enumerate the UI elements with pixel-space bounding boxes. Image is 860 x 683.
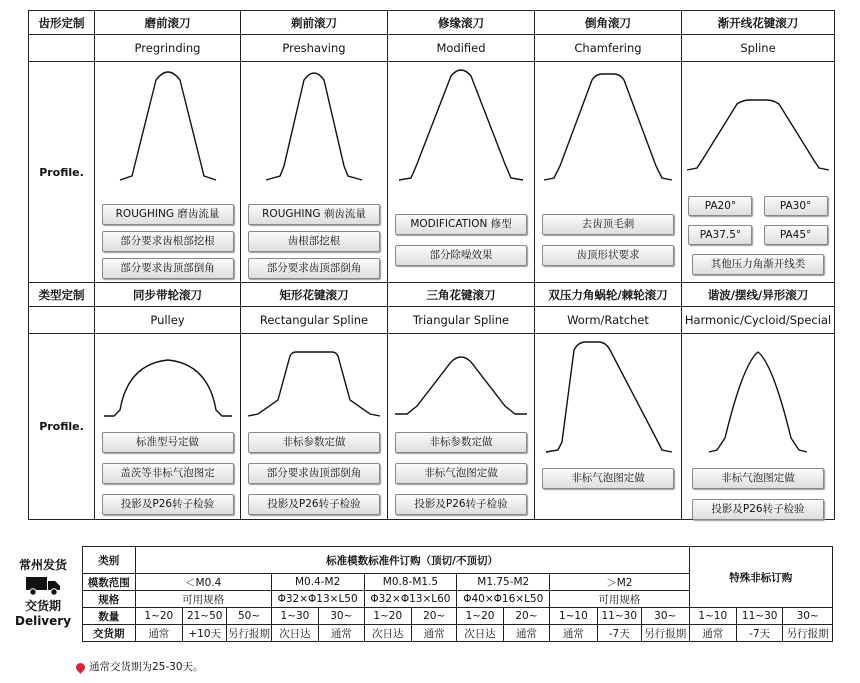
feature-button[interactable]: ROUGHING 剃齿流量 (248, 204, 380, 225)
feature-button[interactable]: 非标气泡图定做 (542, 468, 674, 489)
qty-cell: 30~ (319, 608, 364, 625)
feature-button[interactable]: 非标气泡图定做 (692, 468, 824, 489)
col-subtitle: Pulley (95, 307, 241, 334)
tooth-profile-diagram (683, 334, 833, 462)
feature-button[interactable]: 去齿顶毛刺 (542, 214, 674, 235)
spec-cell: 可用规格 (550, 591, 689, 608)
time-cell: 次日达 (364, 625, 411, 642)
col-title: 同步带轮滚刀 (95, 283, 241, 307)
qty-cell: 1~10 (550, 608, 597, 625)
time-cell: 通常 (319, 625, 364, 642)
profile-cell (95, 62, 241, 283)
col-title: 剃前滚刀 (241, 11, 388, 35)
time-cell: 次日达 (457, 625, 503, 642)
feature-button[interactable]: ROUGHING 磨齿流量 (102, 204, 234, 225)
note-text: 通常交货期为25-30天。 (89, 661, 204, 673)
feature-button[interactable]: 齿顶形状要求 (542, 245, 674, 266)
col-subtitle: Worm/Ratchet (535, 307, 682, 334)
col-subtitle: Rectangular Spline (241, 307, 388, 334)
tooth-profile-diagram (391, 334, 531, 426)
time-cell: 另行报期 (783, 625, 833, 642)
col-title: 磨前滚刀 (95, 11, 241, 35)
feature-button[interactable]: 非标参数定做 (395, 432, 527, 453)
time-cell: 另行报期 (227, 625, 271, 642)
col-subtitle: Modified (388, 35, 535, 62)
qty-cell: 11~30 (597, 608, 641, 625)
qty-cell: 50~ (227, 608, 271, 625)
qty-cell: 1~20 (135, 608, 182, 625)
feature-button[interactable]: 部分要求齿顶部倒角 (248, 463, 380, 484)
time-cell: -7天 (736, 625, 782, 642)
qty-cell: 21~50 (183, 608, 227, 625)
profile-label: Profile. (29, 334, 95, 520)
col-title: 修缘滚刀 (388, 11, 535, 35)
feature-button[interactable]: 投影及P26转子检验 (692, 499, 824, 520)
section1-label: 齿形定制 (29, 11, 95, 35)
feature-button[interactable]: 部分要求齿顶部倒角 (248, 258, 380, 279)
col-title: 双压力角蜗轮/棘轮滚刀 (535, 283, 682, 307)
time-cell: 通常 (411, 625, 456, 642)
module-range: ＞M2 (550, 574, 689, 591)
qty-cell: 11~30 (736, 608, 782, 625)
time-cell: 通常 (503, 625, 549, 642)
pressure-angle-button[interactable]: PA45° (764, 225, 828, 245)
module-range: ＜M0.4 (135, 574, 271, 591)
feature-button[interactable]: 标准型号定做 (102, 432, 234, 453)
feature-button[interactable]: MODIFICATION 修型 (395, 214, 527, 235)
row-label: 数量 (83, 608, 136, 625)
delivery-side-panel (8, 556, 78, 628)
qty-cell: 30~ (783, 608, 833, 625)
spec-cell: 可用规格 (135, 591, 271, 608)
module-range: M0.8-M1.5 (364, 574, 457, 591)
feature-button[interactable]: 齿根部挖根 (248, 231, 380, 252)
feature-button[interactable]: 非标气泡图定做 (395, 463, 527, 484)
pressure-angle-button[interactable]: PA37.5° (688, 225, 752, 245)
qty-cell: 1~20 (457, 608, 503, 625)
qty-cell: 20~ (503, 608, 549, 625)
time-cell: 通常 (550, 625, 597, 642)
feature-button[interactable]: 其他压力角渐开线类 (692, 254, 824, 275)
spec-cell: Φ32×Φ13×L60 (364, 591, 457, 608)
tooth-profile-diagram (538, 334, 678, 462)
qty-cell: 1~10 (689, 608, 736, 625)
tooth-profile-diagram (391, 62, 531, 192)
delivery-table (82, 546, 833, 642)
feature-button[interactable]: 投影及P26转子检验 (102, 494, 234, 515)
profile-cell (535, 62, 682, 283)
profile-cell (682, 62, 835, 283)
time-cell: 另行报期 (641, 625, 689, 642)
col-title: 渐开线花键滚刀 (682, 11, 835, 35)
tooth-profile-diagram (538, 62, 678, 192)
profile-cell (241, 62, 388, 283)
row-label: 类别 (83, 547, 136, 574)
row-label: 交货期 (83, 625, 136, 642)
col-title: 倒角滚刀 (535, 11, 682, 35)
profile-cell (241, 334, 388, 520)
qty-cell: 1~20 (364, 608, 411, 625)
shipping-origin: 常州发货 (18, 558, 67, 572)
feature-button[interactable]: 盖茨等非标气泡图定 (102, 463, 234, 484)
product-grid (28, 10, 835, 520)
qty-cell: 30~ (641, 608, 689, 625)
feature-button[interactable]: 非标参数定做 (248, 432, 380, 453)
tooth-profile-diagram (98, 334, 238, 426)
pressure-angle-button[interactable]: PA30° (764, 196, 828, 216)
col-subtitle: Triangular Spline (388, 307, 535, 334)
col-subtitle: Preshaving (241, 35, 388, 62)
tooth-profile-diagram (244, 334, 384, 426)
time-cell: 通常 (689, 625, 736, 642)
pressure-angle-button[interactable]: PA20° (688, 196, 752, 216)
col-title: 矩形花键滚刀 (241, 283, 388, 307)
spec-cell: Φ32×Φ13×L50 (271, 591, 364, 608)
profile-cell (388, 62, 535, 283)
feature-button[interactable]: 投影及P26转子检验 (395, 494, 527, 515)
col-subtitle: Chamfering (535, 35, 682, 62)
time-cell: 通常 (135, 625, 182, 642)
col-subtitle: Pregrinding (95, 35, 241, 62)
feature-button[interactable]: 部分要求齿根部挖根 (102, 231, 234, 252)
feature-button[interactable]: 部分除噪效果 (395, 245, 527, 266)
feature-button[interactable]: 投影及P26转子检验 (248, 494, 380, 515)
col-subtitle: Spline (682, 35, 835, 62)
section2-label: 类型定制 (29, 283, 95, 307)
location-pin-icon (74, 661, 87, 674)
delivery-title-cn: 交货期 (24, 599, 61, 613)
tooth-profile-diagram (98, 62, 238, 192)
col-subtitle: Harmonic/Cycloid/Special (682, 307, 835, 334)
qty-cell: 1~30 (271, 608, 318, 625)
profile-cell (535, 334, 682, 520)
profile-cell (95, 334, 241, 520)
time-cell: 次日达 (271, 625, 318, 642)
row-label: 规格 (83, 591, 136, 608)
standard-order-header: 标准模数标准件订购（顶切/不顶切） (135, 547, 689, 574)
module-range: M0.4-M2 (271, 574, 364, 591)
profile-label: Profile. (29, 62, 95, 283)
tooth-profile-diagram (244, 62, 384, 192)
qty-cell: 20~ (411, 608, 456, 625)
module-range: M1.75-M2 (457, 574, 550, 591)
tooth-profile-diagram (683, 62, 833, 192)
truck-icon (25, 575, 61, 597)
delivery-note (76, 659, 204, 674)
delivery-title-en: Delivery (14, 614, 72, 628)
profile-cell (388, 334, 535, 520)
row-label: 模数范围 (83, 574, 136, 591)
special-order-header: 特殊非标订购 (689, 547, 832, 608)
col-title: 谐波/摆线/异形滚刀 (682, 283, 835, 307)
spec-cell: Φ40×Φ16×L50 (457, 591, 550, 608)
time-cell: -7天 (597, 625, 641, 642)
profile-cell (682, 334, 835, 520)
feature-button[interactable]: 部分要求齿顶部倒角 (102, 258, 234, 279)
time-cell: +10天 (183, 625, 227, 642)
col-title: 三角花键滚刀 (388, 283, 535, 307)
